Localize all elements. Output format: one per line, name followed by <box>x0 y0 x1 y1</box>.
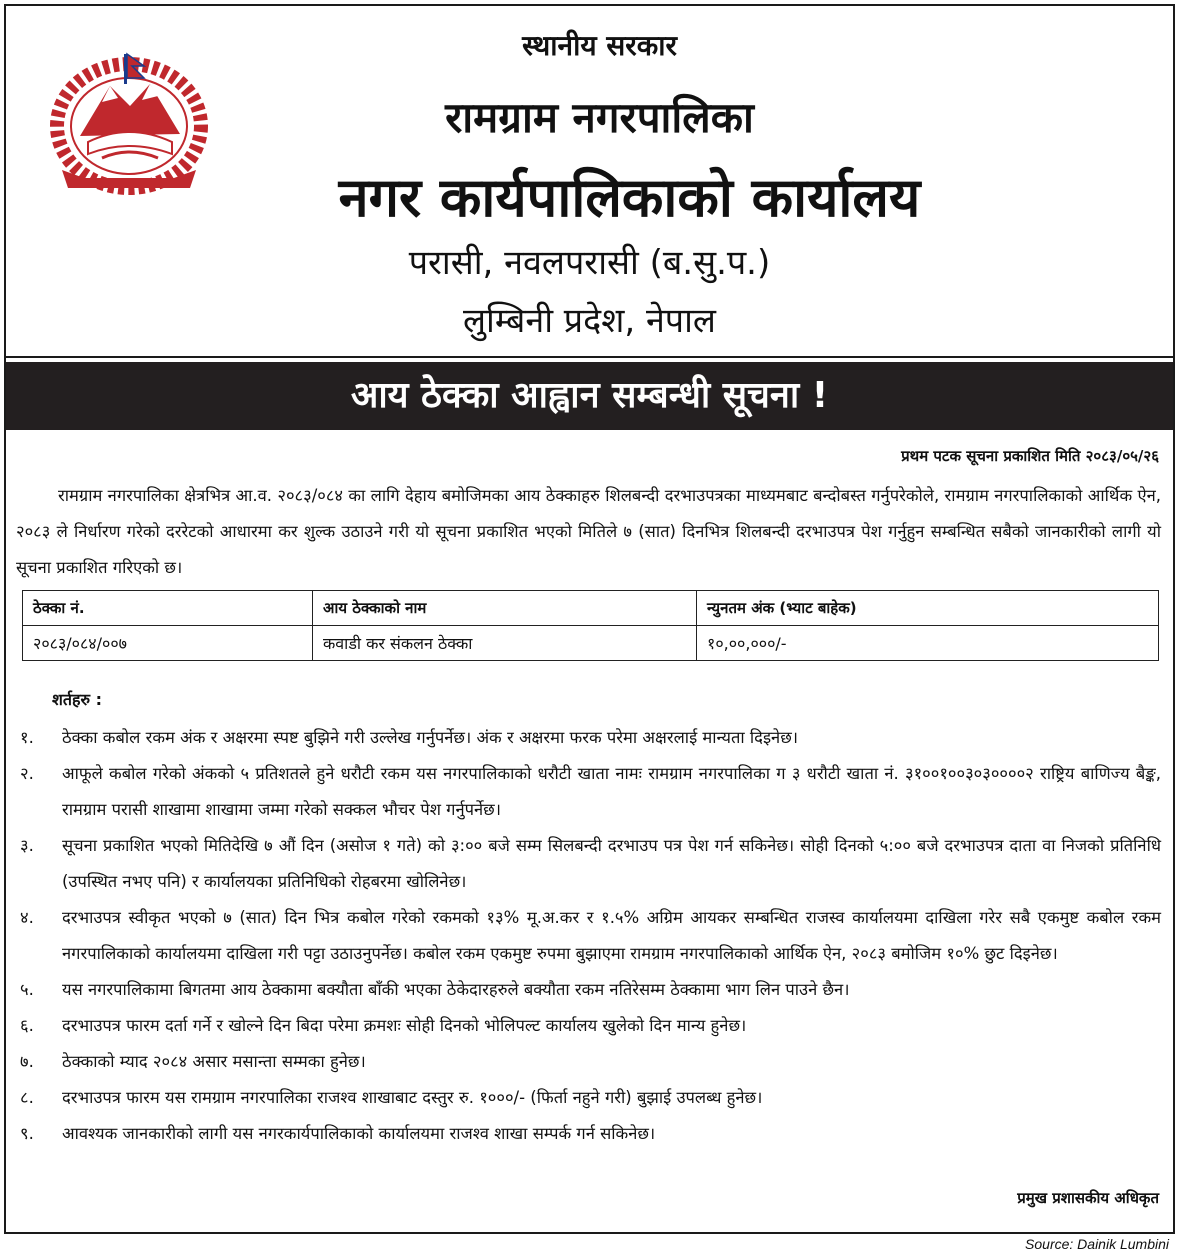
list-item <box>16 1008 1161 1044</box>
tender-table <box>22 590 1159 661</box>
term-text: आफूले कबोल गरेको अंकको ५ प्रतिशतले हुने धरौटी रकम यस नगरपालिकाको धरौटी खाता नामः रामग्राम नगरपालिका ग ३ धरौटी खाता नं. ३१००१००३०३००००२ राष्ट्रिय बाणिज्य बैङ्क, रामग्राम परासी शाखामा शाखामा जम्मा गरेको सक्कल भौचर पेश गर्नुपर्नेछ। <box>62 764 1161 819</box>
notice-title-banner: आय ठेक्का आह्वान सम्बन्धी सूचना ! <box>6 362 1173 430</box>
column-header: ठेक्का नं. <box>23 591 313 626</box>
term-text: ठेक्काको म्याद २०८४ असार मसान्ता सम्मका हुनेछ। <box>62 1052 366 1071</box>
term-text: आवश्यक जानकारीको लागी यस नगरकार्यपालिकाको कार्यालयमा राजश्व शाखा सम्पर्क गर्न सकिनेछ। <box>62 1124 656 1143</box>
term-text: सूचना प्रकाशित भएको मितिदेखि ७ औं दिन (असोज १ गते) को ३:०० बजे सम्म सिलबन्दी दरभाउप पत्र पेश गर्न सकिनेछ। सोही दिनको ५:०० बजे दरभाउपत्र दाता वा निजको प्रतिनिधि (उपस्थित नभए पनि) र कार्यालयका प्रतिनिधिको रोहबरमा खोलिनेछ। <box>62 836 1161 891</box>
list-item <box>16 900 1161 972</box>
tender-name: कवाडी कर संकलन ठेक्का <box>313 626 697 661</box>
column-header: न्युनतम अंक (भ्याट बाहेक) <box>697 591 1159 626</box>
term-text: यस नगरपालिकामा बिगतमा आय ठेक्कामा बक्यौता बाँकी भएका ठेकेदारहरुले बक्यौता रकम नतिरेसम्म ठेक्कामा भाग लिन पाउने छैन। <box>62 980 850 999</box>
terms-list <box>16 720 1161 1152</box>
term-text: दरभाउपत्र फारम दर्ता गर्ने र खोल्ने दिन बिदा परेमा क्रमशः सोही दिनको भोलिपल्ट कार्यालय खुलेको दिन मान्य हुनेछ। <box>62 1016 747 1035</box>
header-office-name: नगर कार्यपालिकाको कार्यालय <box>338 166 921 229</box>
term-number: ८. <box>20 1088 34 1107</box>
signature-title: प्रमुख प्रशासकीय अधिकृत <box>1017 1189 1159 1207</box>
header-province: लुम्बिनी प्रदेश, नेपाल <box>463 301 716 341</box>
source-credit: Source: Dainik Lumbini <box>1025 1236 1169 1252</box>
minimum-amount: १०,००,०००/- <box>697 626 1159 661</box>
header-government-level: स्थानीय सरकार <box>522 29 677 62</box>
header <box>6 6 1173 358</box>
list-item <box>16 972 1161 1008</box>
notice-frame <box>4 4 1175 1234</box>
term-text: दरभाउपत्र स्वीकृत भएको ७ (सात) दिन भित्र कबोल गरेको रकमको १३% मू.अ.कर र १.५% अग्रिम आयकर सम्बन्धित राजस्व कार्यालयमा दाखिला गरेर सबै एकमुष्ट कबोल रकम नगरपालिकाको कार्यालयमा दाखिला गरी पट्टा उठाउनुपर्नेछ। कबोल रकम एकमुष्ट रुपमा बुझाएमा रामग्राम नगरपालिकाको आर्थिक ऐन, २०८३ बमोजिम १०% छुट दिइनेछ। <box>62 908 1161 963</box>
table-header-row <box>23 591 1159 626</box>
term-number: ३. <box>20 836 34 855</box>
header-address: परासी, नवलपरासी (ब.सु.प.) <box>408 243 771 283</box>
list-item <box>16 1116 1161 1152</box>
term-number: १. <box>20 728 34 747</box>
header-municipality-name: रामग्राम नगरपालिका <box>445 93 754 142</box>
term-number: ५. <box>20 980 34 999</box>
term-text: दरभाउपत्र फारम यस रामग्राम नगरपालिका राजश्व शाखाबाट दस्तुर रु. १०००/- (फिर्ता नहुने गरी) बुझाई उपलब्ध हुनेछ। <box>62 1088 763 1107</box>
term-text: ठेक्का कबोल रकम अंक र अक्षरमा स्पष्ट बुझिने गरी उल्लेख गर्नुपर्नेछ। अंक र अक्षरमा फरक परेमा अक्षरलाई मान्यता दिइनेछ। <box>62 728 799 747</box>
intro-paragraph: रामग्राम नगरपालिका क्षेत्रभित्र आ.व. २०८३/०८४ का लागि देहाय बमोजिमका आय ठेक्काहरु शिलबन्दी दरभाउपत्रका माध्यमबाट बन्दोबस्त गर्नुपरेकोले, रामग्राम नगरपालिकाको आर्थिक ऐन, २०८३ ले निर्धारण गरेको दररेटको आधारमा कर शुल्क उठाउने गरी यो सूचना प्रकाशित भएको मितिले ७ (सात) दिनभित्र शिलबन्दी दरभाउपत्र पेश गर्नुहुन सम्बन्धित सबैको जानकारीको लागी यो सूचना प्रकाशित गरिएको छ। <box>16 486 1161 577</box>
list-item <box>16 828 1161 900</box>
table-row <box>23 626 1159 661</box>
list-item <box>16 756 1161 828</box>
column-header: आय ठेक्काको नाम <box>313 591 697 626</box>
term-number: ९. <box>20 1124 34 1143</box>
publish-date: प्रथम पटक सूचना प्रकाशित मिति २०८३/०५/२६ <box>901 447 1159 465</box>
divider <box>6 356 1173 358</box>
term-number: २. <box>20 764 34 783</box>
list-item <box>16 1044 1161 1080</box>
term-number: ७. <box>20 1052 34 1071</box>
terms-heading: शर्तहरु : <box>52 690 103 709</box>
list-item <box>16 720 1161 756</box>
term-number: ४. <box>20 908 34 927</box>
term-number: ६. <box>20 1016 34 1035</box>
tender-number: २०८३/०८४/००७ <box>23 626 313 661</box>
list-item <box>16 1080 1161 1116</box>
